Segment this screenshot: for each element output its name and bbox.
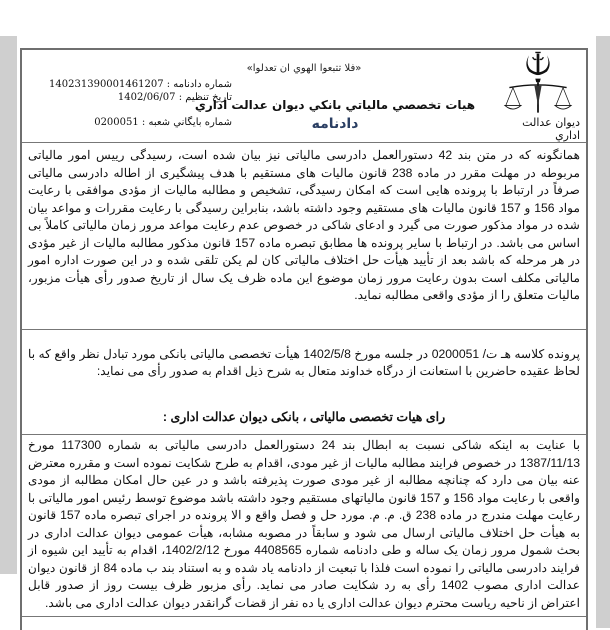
paragraph-2: پرونده کلاسه هـ ت/ 0200051 در جلسه مورخ 1402/5/8 هیأت تخصصی مالیاتی بانکی مورد تبادل نظر واقع که با لحاظ عقیده حاضرین با استعانت از درگاه خداوند متعال به شرح ذیل اقدام به صدور رأی می نماید: bbox=[28, 346, 580, 378]
quran-motto: «فلا تتبعوا الهوي ان تعدلوا» bbox=[246, 63, 362, 74]
emblem-caption: ديوان عدالت اداري bbox=[522, 116, 580, 142]
board-title: هيات تخصصي مالياتي بانكي ديوان عدالت اداري bbox=[194, 98, 476, 112]
document-header bbox=[22, 50, 586, 143]
scan-margin-left-lower bbox=[0, 236, 17, 574]
emblem bbox=[496, 50, 580, 142]
verdict-document bbox=[20, 48, 588, 630]
document-body bbox=[22, 143, 586, 617]
issue-date: تاريخ تنظيم : 1402/06/07 bbox=[117, 92, 232, 103]
verdict-title: دادنامه bbox=[311, 116, 359, 132]
verdict-number: شماره دادنامه : 140231390001461207 bbox=[49, 79, 232, 90]
paragraph-1: همانگونه که در متن بند 42 دستورالعمل دادرسی مالیاتی نیز بیان شده است، رسیدگی رییس امور مالیاتی مربوطه در مهلت مقرر در ماده 238 قانون مالیات های مستقیم با هدف پیشگیری از اطاله دادرسی مالیاتی صرفاً در ارتباط با پرونده هایی است که امکان رسیدگی، تشخیص و مطالبه مالیات از مؤدی موافقی با رعایت مواد 156 و 157 قانون مالیات های مستقیم وجود داشته باشد، بنابراین رسیدگی با رعایت مقررات و مواعد بیان شده در مواد مذکور صورت می گیرد و ادعای شاکی در خصوص عدم رعایت مواعد مرور زمان مالیاتی کاملاً بی اساس می باشد. در ارتباط با سایر پرونده ها مطابق تبصره ماده 157 قانون مذکور مطالبه مالیات از غیر مؤدی در هر مرحله که باشد بعد از تأیید هیأت حل اختلاف مالیاتی کان لم یکن تلقی شده و در این صورت اداره امور مالیاتی مکلف است بدون رعایت مرور زمان موضوع این ماده ظرف یک سال از تاریخ صدور رأی هیأت مزبور، مالیات متعلق را از مؤدی واقعی مطالبه نماید. bbox=[22, 147, 586, 330]
scan-margin-right bbox=[596, 36, 610, 628]
paragraph-3: با عنایت به اینکه شاکی نسبت به ابطال بند 24 دستورالعمل دادرسی مالیاتی به شماره 117300 مورخ 1387/11/13 در خصوص فرایند مطالبه مالیات از غیر مودی، اقدام به طرح شکایت نموده است و مقرره معترض عنه بیان می دارد که چنانچه مطالبه از غیر مودی صورت پذیرفته باشد و در عین حال امکان مطالبه از مودی واقعی با رعایت مواد 156 و 157 قانون مالیاتهای مستقیم وجود داشته باشد موضوع توسط رئیس امور مالیاتی با رعایت مهلت مندرج در ماده 238 ق. م. م. مورد حل و فصل واقع و الا پرونده در اجرای تبصره ماده 157 قانون به هیأت حل اختلاف مالیاتی ارسال می شود و سابقاً در مصوبه مشابه، هیأت عمومی دیوان عدالت اداری در بحث شمول مرور زمان یک ساله و طی دادنامه شماره 4408565 مورخ 1402/2/12، اقدام به تأیید این شیوه از فرایند دادرسی مالیاتی را نموده است فلذا با تبعیت از دادنامه یاد شده و به استناد بند ب ماده 84 از قانون دیوان عدالت اداری مصوب 1402 رأی به رد شکایت صادر می نماید. رأی مزبور ظرف بیست روز از صدور قابل اعتراض از ناحیه ریاست محترم دیوان عدالت اداری یا ده نفر از قضات گرانقدر دیوان عدالت اداری می باشد. bbox=[22, 434, 586, 617]
scan-margin-left bbox=[0, 36, 17, 236]
decision-heading: رای هیات تخصصی مالیاتی ، بانکی دیوان عدالت اداری : bbox=[162, 409, 446, 424]
branch-archive-number: شماره بايگاني شعبه : 0200051 bbox=[94, 117, 232, 128]
scales-of-justice-icon bbox=[498, 50, 578, 118]
